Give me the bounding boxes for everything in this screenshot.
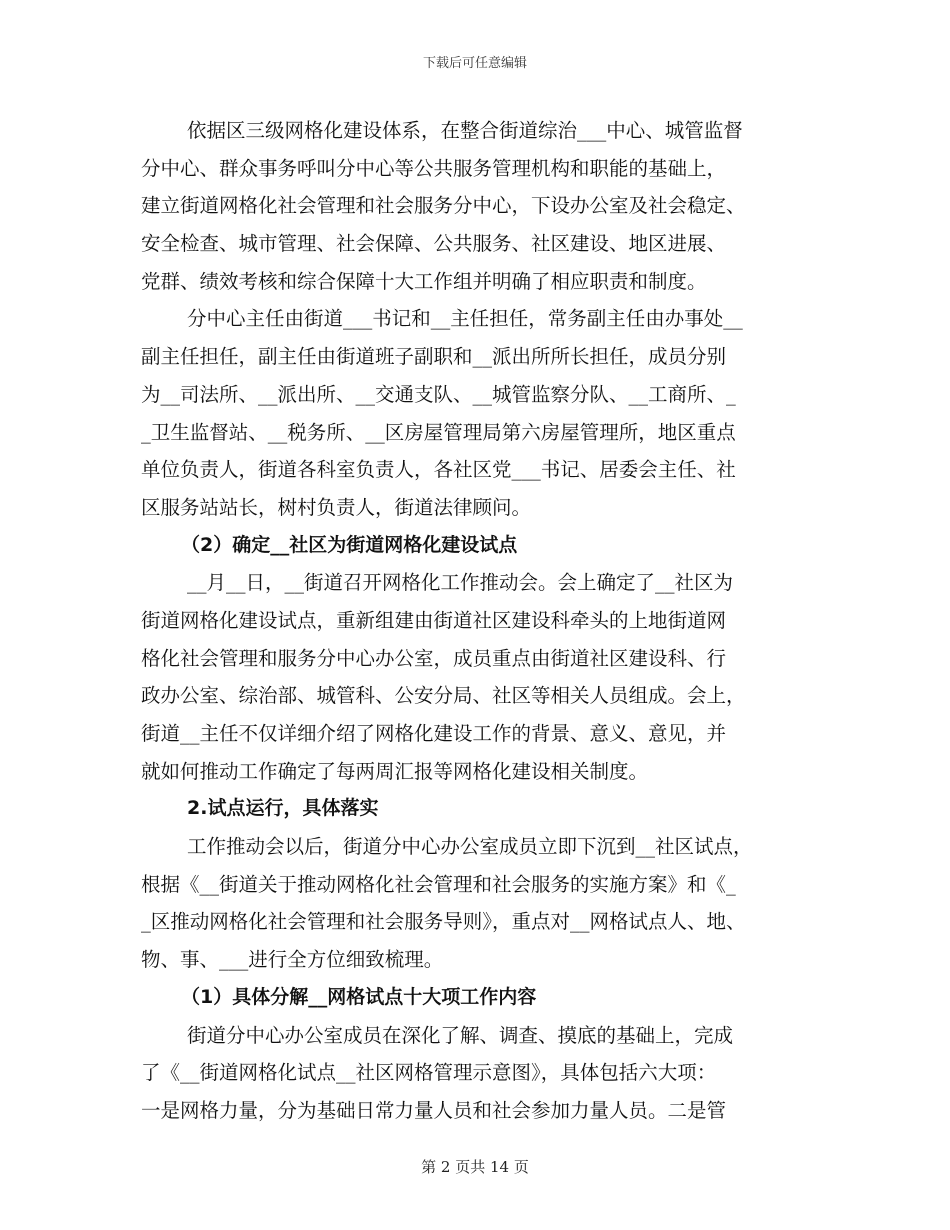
paragraph-line: 街道分中心办公室成员在深化了解、调查、摸底的基础上，完成 — [187, 1023, 734, 1047]
paragraph-line: 物、事、___进行全方位细致梳理。 — [141, 948, 444, 972]
paragraph-line: 单位负责人，街道各科室负责人，各社区党___书记、居委会主任、社 — [141, 458, 736, 482]
section-heading: （1）具体分解__网格试点十大项工作内容 — [181, 985, 537, 1008]
paragraph-line: 格化社会管理和服务分中心办公室，成员重点由街道社区建设科、行 — [141, 646, 727, 670]
paragraph-line: 政办公室、综治部、城管科、公安分局、社区等相关人员组成。会上， — [141, 684, 746, 708]
paragraph-line: 分中心主任由街道___书记和__主任担任，常务副主任由办事处__ — [187, 307, 743, 331]
paragraph-line: _卫生监督站、__税务所、__区房屋管理局第六房屋管理所，地区重点 — [141, 420, 736, 444]
paragraph-line: __月__日，__街道召开网格化工作推动会。会上确定了__社区为 — [187, 571, 734, 595]
paragraph-line: 一是网格力量，分为基础日常力量人员和社会参加力量人员。二是管 — [141, 1098, 727, 1122]
paragraph-line: 区服务站站长，树村负责人，街道法律顾问。 — [141, 495, 532, 519]
paragraph-line: 党群、绩效考核和综合保障十大工作组并明确了相应职责和制度。 — [141, 269, 707, 293]
paragraph-line: 副主任担任，副主任由街道班子副职和__派出所所长担任，成员分别 — [141, 345, 727, 369]
section-heading: （2）确定__社区为街道网格化建设试点 — [181, 533, 518, 556]
document-body — [141, 112, 821, 1130]
paragraph-line: 建立街道网格化社会管理和社会服务分中心，下设办公室及社会稳定、 — [141, 194, 746, 218]
paragraph-line: 安全检查、城市管理、社会保障、公共服务、社区建设、地区进展、 — [141, 232, 727, 256]
page-number: 第 2 页共 14 页 — [421, 1158, 529, 1176]
paragraph-line: 了《__街道网格化试点__社区网格管理示意图》，具体包括六大项： — [141, 1061, 717, 1085]
paragraph-line: 街道__主任不仅详细介绍了网格化建设工作的背景、意义、意见，并 — [141, 722, 727, 745]
section-heading: 2.试点运行，具体落实 — [187, 797, 379, 820]
paragraph-line: _区推动网格化社会管理和社会服务导则》，重点对__网格试点人、地、 — [141, 910, 746, 934]
paragraph-line: 依据区三级网格化建设体系，在整合街道综治___中心、城管监督 — [187, 119, 743, 142]
paragraph-line: 根据《__街道关于推动网格化社会管理和社会服务的实施方案》和《_ — [141, 872, 736, 896]
paragraph-line: 为__司法所、__派出所、__交通支队、__城管监察分队、__工商所、_ — [141, 382, 736, 406]
paragraph-line: 就如何推动工作确定了每两周汇报等网格化建设相关制度。 — [141, 759, 649, 783]
paragraph-line: 工作推动会以后，街道分中心办公室成员立即下沉到__社区试点， — [187, 835, 753, 859]
page-header: 下载后可任意编辑 — [422, 56, 527, 71]
paragraph-line: 街道网格化建设试点，重新组建由街道社区建设科牵头的上地街道网 — [141, 608, 727, 632]
paragraph-line: 分中心、群众事务呼叫分中心等公共服务管理机构和职能的基础上， — [141, 156, 727, 180]
